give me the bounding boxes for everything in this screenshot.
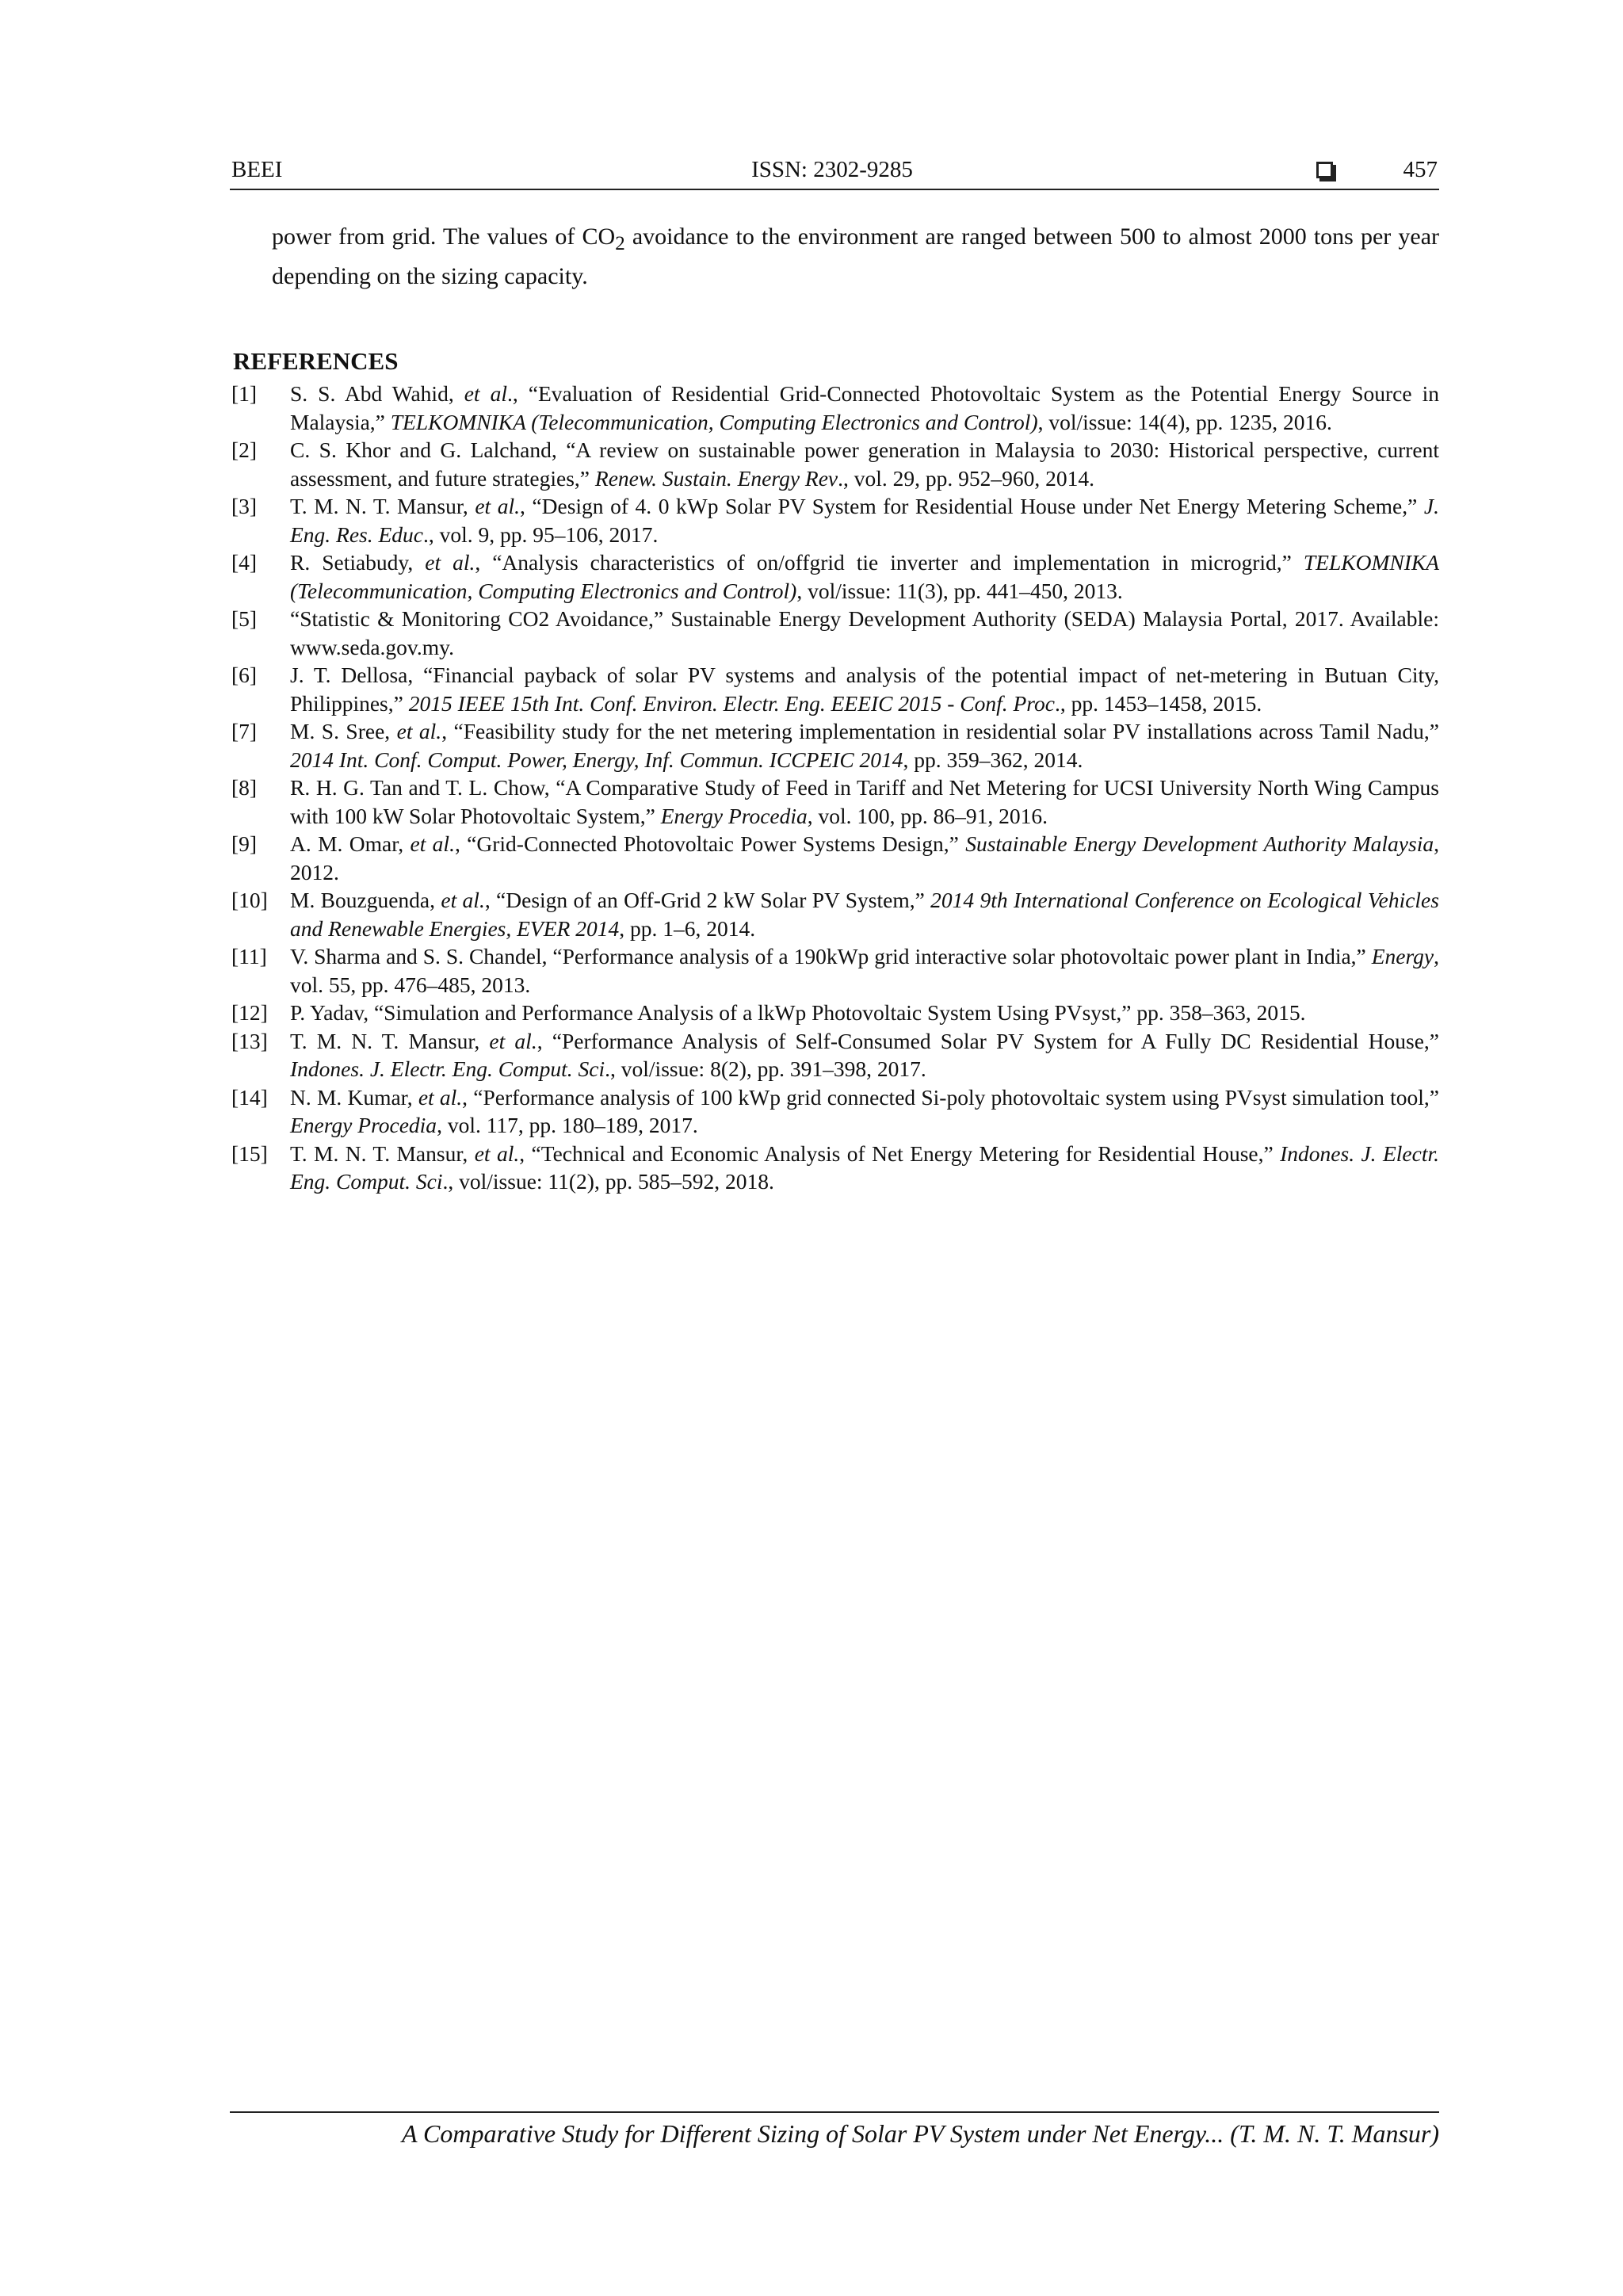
reference-number: [11] bbox=[231, 944, 267, 968]
reference-item bbox=[230, 717, 1439, 774]
reference-text: , “Performance analysis of 100 kWp grid connected Si-poly photovoltaic system using PVsyst simulation tool,” bbox=[462, 1084, 1439, 1110]
reference-number: [9] bbox=[231, 831, 258, 856]
reference-text: , vol/issue: 11(3), pp. 441–450, 2013. bbox=[796, 578, 1123, 603]
reference-italic-text: Energy Procedia bbox=[290, 1113, 437, 1137]
reference-item bbox=[230, 548, 1439, 605]
reference-text: P. Yadav, “Simulation and Performance Analysis of a lkWp Photovoltaic System Using PVsyst,” pp. 358–363, 2015. bbox=[290, 1000, 1306, 1025]
reference-text: ., vol/issue: 8(2), pp. 391–398, 2017. bbox=[605, 1056, 926, 1081]
references-list bbox=[230, 380, 1439, 1196]
reference-number: [13] bbox=[231, 1028, 268, 1053]
reference-italic-text: 2014 Int. Conf. Comput. Power, Energy, Inf. Commun. ICCPEIC 2014 bbox=[290, 747, 903, 772]
journal-name: BEEI bbox=[231, 157, 283, 182]
reference-italic-text: et al. bbox=[410, 831, 455, 856]
reference-text: ., vol. 29, pp. 952–960, 2014. bbox=[838, 465, 1095, 491]
reference-italic-text: et al. bbox=[489, 1028, 537, 1053]
reference-italic-text: et al. bbox=[475, 494, 520, 518]
reference-item bbox=[230, 830, 1439, 886]
page-footer bbox=[230, 2111, 1439, 2149]
reference-number: [7] bbox=[231, 719, 258, 743]
issn-label: ISSN: 2302-9285 bbox=[751, 157, 913, 182]
reference-italic-text: et al. bbox=[396, 719, 442, 743]
reference-item bbox=[230, 492, 1439, 548]
body-text-part2: avoidance to the environment are ranged between 500 to almost 2000 tons per year depending on the sizing capacity. bbox=[272, 223, 1440, 289]
reference-item bbox=[230, 942, 1439, 999]
reference-number: [1] bbox=[231, 381, 258, 406]
reference-item bbox=[230, 661, 1439, 717]
reference-item bbox=[230, 1083, 1439, 1140]
reference-italic-text: Energy bbox=[1371, 944, 1434, 968]
reference-italic-text: et al. bbox=[441, 888, 485, 912]
reference-italic-text: Renew. Sustain. Energy Rev bbox=[594, 465, 838, 491]
reference-number: [4] bbox=[231, 550, 258, 575]
reference-italic-text: 2014 9th International Conference on Ecological Vehicles and Renewable Energies, EVER 2014 bbox=[290, 888, 1439, 941]
reference-item bbox=[230, 886, 1439, 942]
reference-text: M. S. Sree, bbox=[290, 719, 397, 743]
reference-text: , vol. 55, pp. 476–485, 2013. bbox=[290, 944, 1439, 997]
square-box-icon bbox=[1316, 162, 1333, 178]
reference-text: , “Performance Analysis of Self-Consumed Solar PV System for A Fully DC Residential House,” bbox=[537, 1028, 1439, 1053]
reference-text: R. H. G. Tan and T. L. Chow, “A Comparative Study of Feed in Tariff and Net Metering for UCSI University North Wing Campus with 100 kW Solar Photovoltaic System,” bbox=[290, 775, 1439, 828]
reference-item bbox=[230, 605, 1439, 661]
reference-number: [6] bbox=[231, 663, 258, 687]
reference-text: , “Design of 4. 0 kWp Solar PV System for Residential House under Net Energy Metering Scheme,” bbox=[520, 494, 1424, 518]
reference-italic-text: 2015 IEEE 15th Int. Conf. Environ. Electr. Eng. EEEIC 2015 - Conf. Proc bbox=[408, 690, 1055, 716]
reference-number: [5] bbox=[231, 606, 258, 631]
reference-item bbox=[230, 380, 1439, 436]
reference-item bbox=[230, 436, 1439, 492]
reference-text: , pp. 359–362, 2014. bbox=[903, 747, 1083, 772]
reference-italic-text: et al. bbox=[418, 1084, 463, 1110]
reference-text: M. Bouzguenda, bbox=[290, 888, 441, 912]
reference-italic-text: TELKOMNIKA (Telecommunication, Computing Electronics and Control) bbox=[290, 550, 1439, 603]
reference-text: V. Sharma and S. S. Chandel, “Performance analysis of a 190kWp grid interactive solar photovoltaic power plant in India,” bbox=[290, 944, 1372, 968]
reference-text: , pp. 1–6, 2014. bbox=[619, 915, 756, 941]
reference-text: ., vol/issue: 11(2), pp. 585–592, 2018. bbox=[442, 1169, 774, 1194]
reference-italic-text: Indones. J. Electr. Eng. Comput. Sci bbox=[290, 1140, 1439, 1194]
reference-text: , “Technical and Economic Analysis of Net Energy Metering for Residential House,” bbox=[519, 1140, 1281, 1166]
reference-text: T. M. N. T. Mansur, bbox=[290, 1140, 475, 1166]
reference-text: N. M. Kumar, bbox=[290, 1084, 418, 1110]
reference-number: [12] bbox=[231, 1000, 268, 1025]
reference-text: , 2012. bbox=[290, 831, 1439, 884]
reference-number: [14] bbox=[231, 1084, 268, 1110]
reference-text: “Statistic & Monitoring CO2 Avoidance,” Sustainable Energy Development Authority (SEDA) Malaysia Portal, 2017. Available: www.seda.gov.my. bbox=[290, 606, 1439, 659]
reference-text: A. M. Omar, bbox=[290, 831, 411, 856]
reference-italic-text: Indones. J. Electr. Eng. Comput. Sci bbox=[290, 1056, 605, 1081]
co2-subscript: 2 bbox=[615, 233, 625, 254]
reference-text: ., vol. 9, pp. 95–106, 2017. bbox=[423, 521, 659, 547]
reference-number: [2] bbox=[231, 437, 258, 462]
reference-text: S. S. Abd Wahid, bbox=[290, 381, 464, 406]
reference-italic-text: J. Eng. Res. Educ bbox=[290, 494, 1439, 547]
reference-text: , vol. 100, pp. 86–91, 2016. bbox=[807, 803, 1048, 828]
reference-text: J. T. Dellosa, “Financial payback of solar PV systems and analysis of the potential impact of net-metering in Butuan City, Philippines,” bbox=[290, 663, 1439, 716]
reference-italic-text: et al bbox=[464, 381, 507, 406]
reference-text: , vol/issue: 14(4), pp. 1235, 2016. bbox=[1037, 409, 1332, 434]
reference-text: , “Grid-Connected Photovoltaic Power Systems Design,” bbox=[454, 831, 966, 856]
reference-item bbox=[230, 999, 1439, 1027]
page-number: 457 bbox=[1403, 157, 1438, 182]
reference-text: , “Feasibility study for the net metering implementation in residential solar PV installations across Tamil Nadu,” bbox=[441, 719, 1439, 743]
body-text-part1: power from grid. The values of CO bbox=[272, 223, 616, 250]
page-header bbox=[230, 157, 1439, 190]
reference-text: ., pp. 1453–1458, 2015. bbox=[1054, 690, 1262, 716]
reference-item bbox=[230, 1140, 1439, 1196]
reference-item bbox=[230, 1027, 1439, 1083]
reference-item bbox=[230, 774, 1439, 830]
reference-italic-text: et al. bbox=[474, 1140, 520, 1166]
reference-text: R. Setiabudy, bbox=[290, 550, 426, 575]
reference-text: C. S. Khor and G. Lalchand, “A review on sustainable power generation in Malaysia to 2030: Historical perspective, current assessment, and future strategies,” bbox=[290, 437, 1439, 491]
reference-number: [10] bbox=[231, 888, 268, 912]
reference-italic-text: et al. bbox=[425, 550, 475, 575]
reference-text: , “Analysis characteristics of on/offgrid tie inverter and implementation in microgrid,” bbox=[475, 550, 1304, 575]
reference-number: [3] bbox=[231, 494, 258, 518]
footer-caption: A Comparative Study for Different Sizing of Solar PV System under Net Energy... (T. M. N. T. Mansur) bbox=[402, 2119, 1439, 2148]
references-heading: REFERENCES bbox=[233, 347, 399, 375]
reference-italic-text: Sustainable Energy Development Authority Malaysia bbox=[965, 831, 1434, 856]
reference-text: , “Design of an Off-Grid 2 kW Solar PV System,” bbox=[484, 888, 931, 912]
reference-text: ., “Evaluation of Residential Grid-Connected Photovoltaic System as the Potential Energy Source in Malaysia,” bbox=[290, 381, 1439, 434]
reference-number: [15] bbox=[231, 1140, 268, 1166]
reference-number: [8] bbox=[231, 775, 258, 800]
reference-text: T. M. N. T. Mansur, bbox=[290, 494, 475, 518]
reference-italic-text: Energy Procedia bbox=[660, 803, 808, 828]
reference-italic-text: TELKOMNIKA (Telecommunication, Computing Electronics and Control) bbox=[390, 409, 1038, 434]
reference-text: , vol. 117, pp. 180–189, 2017. bbox=[437, 1113, 698, 1137]
body-paragraph bbox=[272, 220, 1439, 292]
reference-text: T. M. N. T. Mansur, bbox=[290, 1028, 490, 1053]
